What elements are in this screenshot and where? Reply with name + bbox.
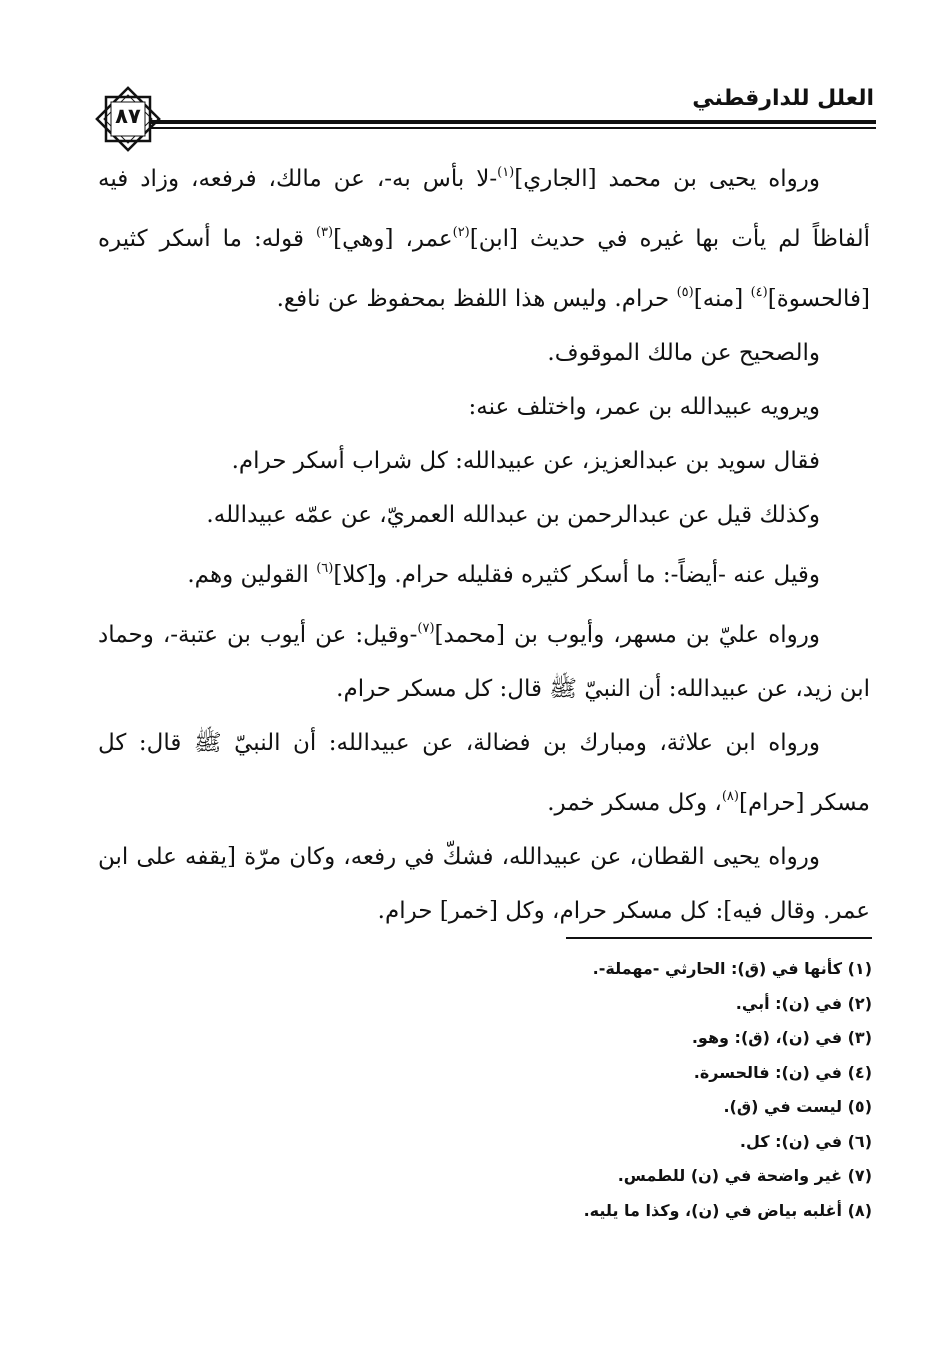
paragraph-text: والصحيح عن مالك الموقوف. [547,340,820,366]
page-number-badge [92,83,164,155]
footnote: (١) كأنها في (ق): الحارثي -مهملة-. [592,959,872,978]
paragraph [98,488,870,542]
paragraph-text: ورواه يحيى القطان، عن عبيدالله، فشكّ في رفعه، وكان مرّة [يقفه على ابن عمر. وقال فيه]: كل مسكر حرام، وكل [خمر] حرام. [98,844,870,924]
paragraph-text: -وقيل: عن أيوب بن عتبة-، وحماد ابن زيد، عن عبيدالله: أن النبيّ ﷺ قال: كل مسكر حرام. [98,622,870,702]
footnote-marker: (١) [497,165,515,180]
footnotes [200,952,872,1228]
page-number: ٨٧ [115,104,141,128]
paragraph-text: ورواه يحيى بن محمد [الجاري] [514,166,820,192]
paragraph-text: عمر، [وهي] [333,226,453,252]
footnote: (٣) في (ن)، (ق): وهو. [691,1028,872,1047]
footnote: (٦) في (ن): كل. [739,1131,872,1151]
footnote: (٥) ليست في (ق). [723,1097,872,1116]
paragraph-text: وكذلك قيل عن عبدالرحمن بن عبدالله العمريّ، عن عمّه عبيدالله. [206,502,820,528]
footnote: (٢) في (ن): أبي. [735,993,872,1013]
running-title: العلل للدارقطني [692,86,874,111]
paragraph [98,602,870,716]
paragraph [98,716,870,830]
paragraph-text: ورواه ابن علاثة، ومبارك بن فضالة، عن عبيدالله: أن النبيّ ﷺ قال: كل مسكر [حرام] [98,730,870,816]
paragraph [98,434,870,488]
paragraph [98,146,870,326]
main-text [98,146,870,938]
header-rule-thick [150,120,876,124]
footnote-marker: (٢) [452,225,470,240]
paragraph [98,830,870,938]
footnote: (٨) أغلبه بياض في (ن)، وكذا ما يليه. [583,1200,872,1220]
footnote-marker: (٣) [315,225,334,240]
paragraph [98,380,870,434]
paragraph-text: وقيل عنه -أيضاً-: ما أسكر كثيره فقليله حرام. و[كلا] [333,562,820,588]
paragraph-text: ورواه عليّ بن مسهر، وأيوب بن [محمد] [434,622,820,648]
paragraph-text: فقال سويد بن عبدالعزيز، عن عبيدالله: كل شراب أسكر حرام. [231,448,820,474]
footnote-separator [566,937,872,939]
footnote-marker: (٦) [316,561,334,576]
paragraph-text: قوله: ما أسكر كثيره [فالحسوة] [98,226,870,312]
footnote-marker: (٧) [417,621,435,636]
paragraph-text: القولين وهم. [187,562,317,588]
header-rule-thin [150,127,876,129]
paragraph-text: [منه] [693,286,751,312]
footnote-marker: (٨) [721,789,739,804]
paragraph-text: حرام. وليس هذا اللفظ بمحفوظ عن نافع. [276,286,677,312]
paragraph-text: ، وكل مسكر خمر. [547,790,722,816]
paragraph [98,542,870,602]
footnote: (٤) في (ن): فالحسرة. [693,1062,872,1082]
footnote-marker: (٤) [750,285,768,300]
paragraph-text: ويرويه عبيدالله بن عمر، واختلف عنه: [468,394,820,420]
footnote: (٧) غير واضحة في (ن) للطمس. [617,1166,872,1185]
paragraph [98,326,870,380]
paragraph-text: -لا بأس به-، عن مالك، فرفعه، وزاد فيه ألفاظاً لم يأت بها غيره في حديث [ابن] [98,166,870,252]
footnote-marker: (٥) [676,285,694,300]
